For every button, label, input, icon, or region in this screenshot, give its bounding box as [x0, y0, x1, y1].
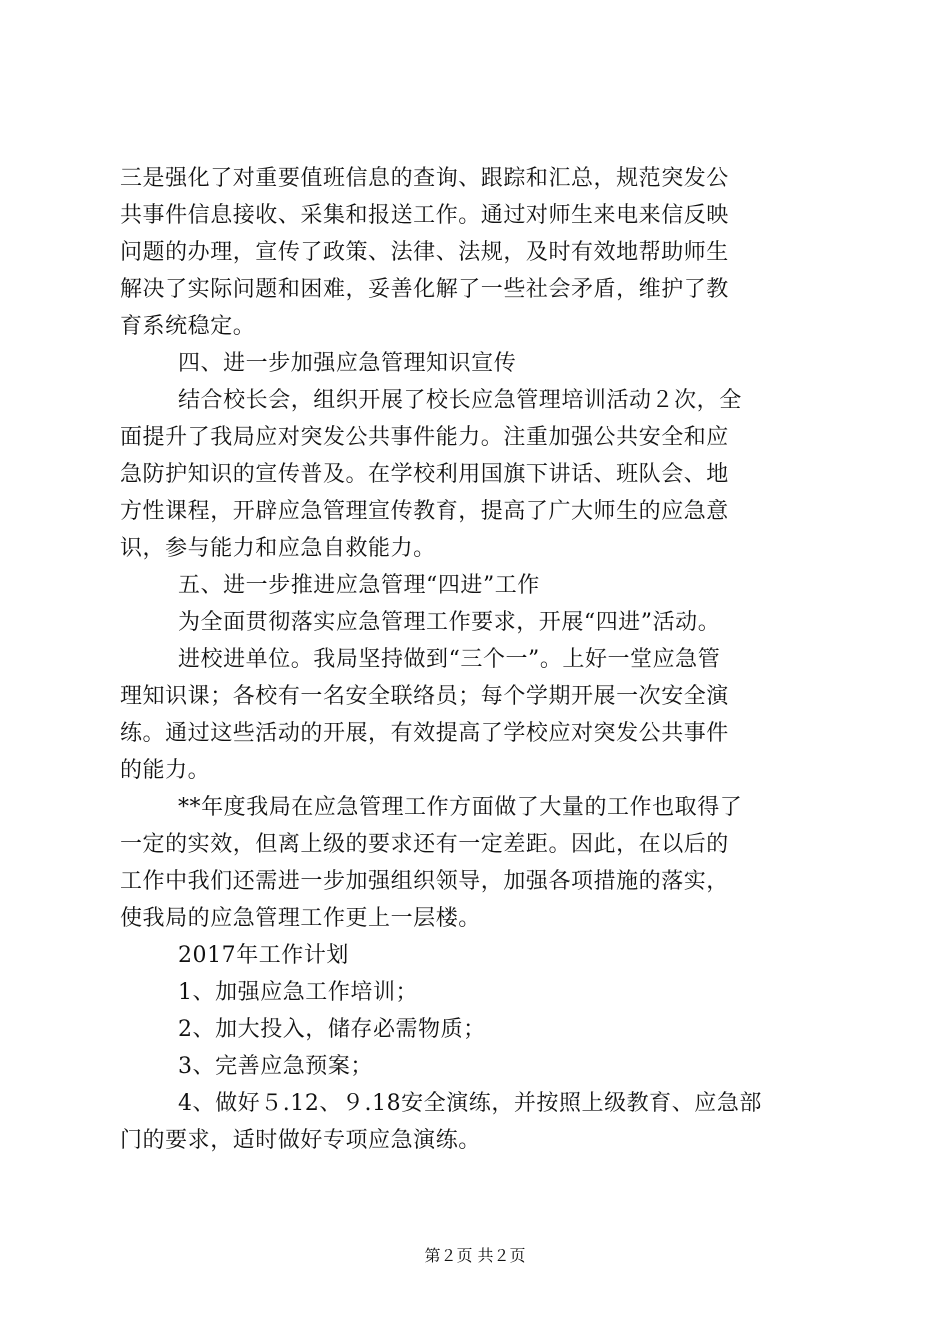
text-line: 进校进单位。我局坚持做到“三个一”。上好一堂应急管: [178, 647, 721, 672]
text-line: 结合校长会，组织开展了校长应急管理培训活动２次，全: [178, 388, 742, 413]
text-line: 面提升了我局应对突发公共事件能力。注重加强公共安全和应: [120, 425, 729, 450]
document-body: [120, 160, 840, 1159]
text-line: 1、加强应急工作培训；: [178, 980, 419, 1005]
text-line: 2017年工作计划: [178, 943, 349, 968]
text-line: 解决了实际问题和困难，妥善化解了一些社会矛盾，维护了教: [120, 277, 729, 302]
page-footer: 第２页 共２页: [424, 1246, 526, 1265]
text-line: 育系统稳定。: [120, 314, 256, 339]
text-line: 四、进一步加强应急管理知识宣传: [178, 351, 517, 376]
text-line: 练。通过这些活动的开展，有效提高了学校应对突发公共事件: [120, 721, 729, 746]
text-line: 共事件信息接收、采集和报送工作。通过对师生来电来信反映: [120, 203, 729, 228]
text-line: 五、进一步推进应急管理“四进”工作: [178, 573, 540, 598]
text-line: 急防护知识的宣传普及。在学校利用国旗下讲话、班队会、地: [120, 462, 729, 487]
text-line: 方性课程，开辟应急管理宣传教育，提高了广大师生的应急意: [120, 499, 729, 524]
text-line: 4、做好５.12、９.18安全演练，并按照上级教育、应急部: [178, 1091, 762, 1116]
text-line: 工作中我们还需进一步加强组织领导，加强各项措施的落实，: [120, 869, 729, 894]
text-line: 问题的办理，宣传了政策、法律、法规，及时有效地帮助师生: [120, 240, 729, 265]
text-line: 一定的实效，但离上级的要求还有一定差距。因此，在以后的: [120, 832, 729, 857]
text-line: 为全面贯彻落实应急管理工作要求，开展“四进”活动。: [178, 610, 721, 635]
text-line: 门的要求，适时做好专项应急演练。: [120, 1128, 481, 1153]
text-line: 理知识课；各校有一名安全联络员；每个学期开展一次安全演: [120, 684, 729, 709]
text-line: 的能力。: [120, 758, 211, 783]
text-line: 识，参与能力和应急自救能力。: [120, 536, 436, 561]
text-line: 2、加大投入，储存必需物质；: [178, 1017, 486, 1042]
text-line: 三是强化了对重要值班信息的查询、跟踪和汇总，规范突发公: [120, 166, 729, 191]
text-line: 3、完善应急预案；: [178, 1054, 373, 1079]
text-line: **年度我局在应急管理工作方面做了大量的工作也取得了: [178, 795, 743, 820]
text-line: 使我局的应急管理工作更上一层楼。: [120, 906, 481, 931]
